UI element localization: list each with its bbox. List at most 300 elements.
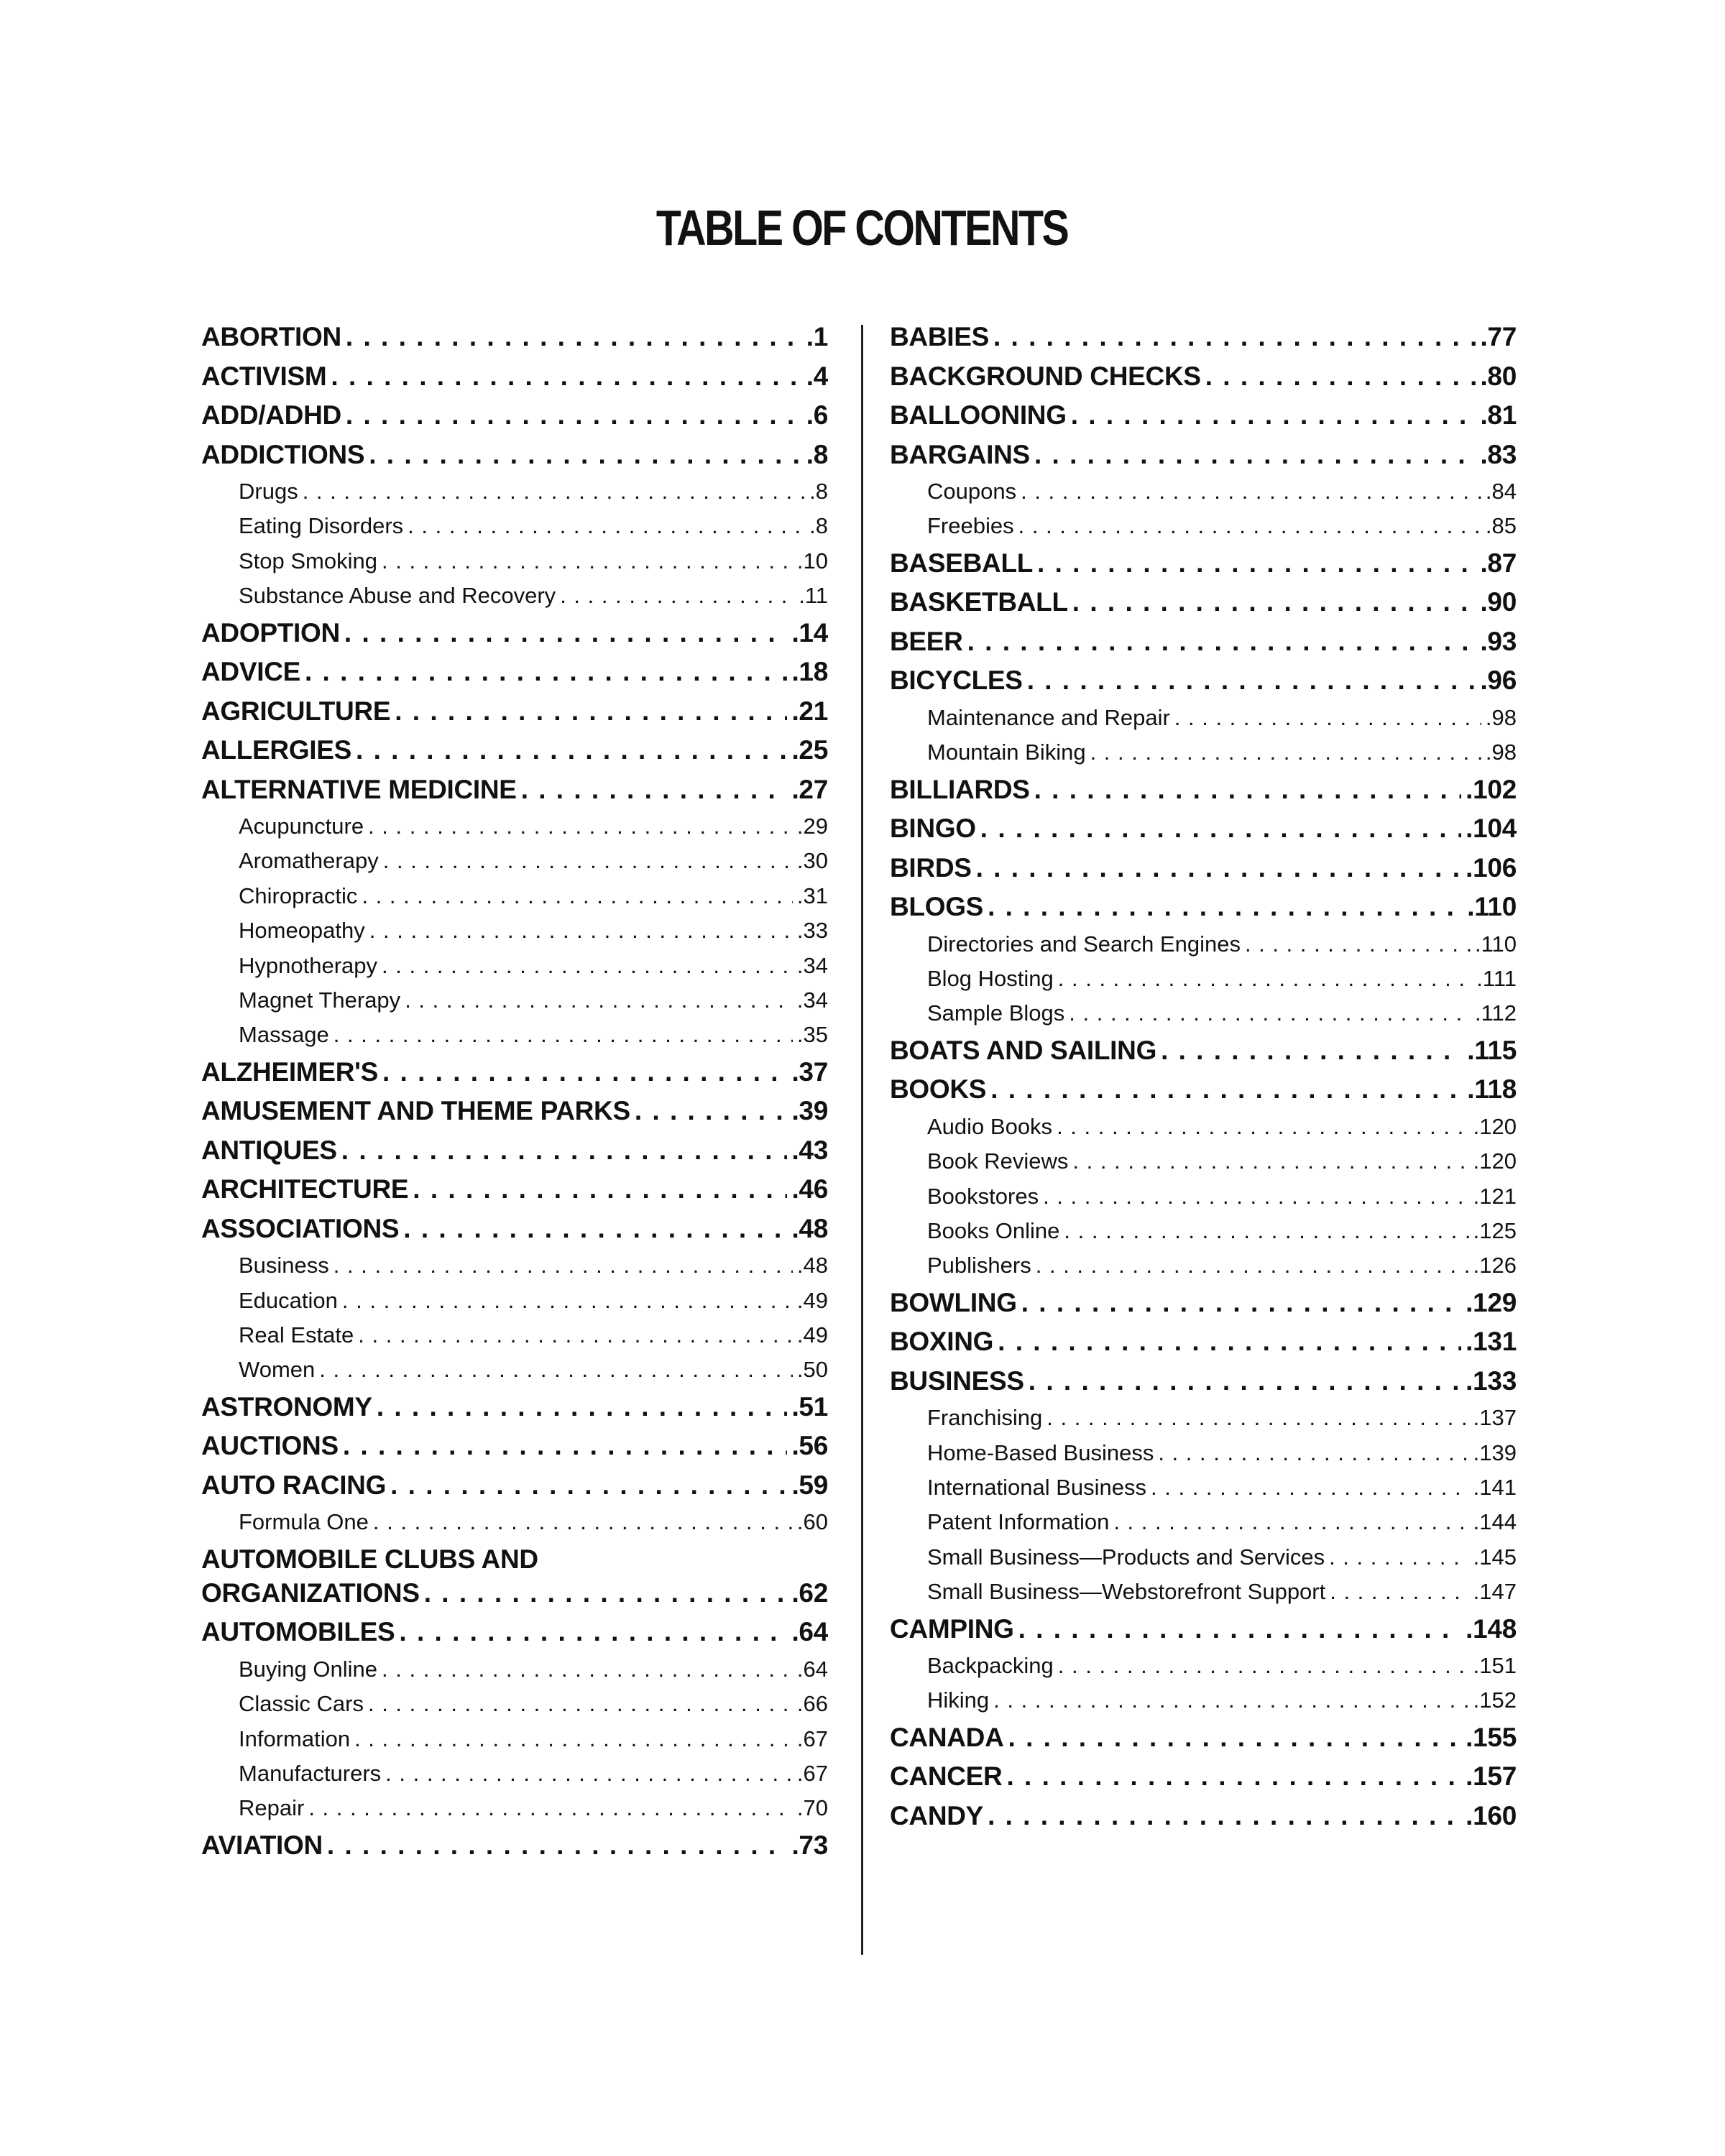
toc-subentry <box>201 848 828 883</box>
toc-entry-label: ADD/ADHD <box>201 400 341 430</box>
dot-leader <box>342 1288 793 1314</box>
toc-subentry <box>890 1114 1517 1148</box>
toc-page-number: .155 <box>1466 1722 1517 1752</box>
dot-leader <box>1058 966 1472 992</box>
toc-page-number: .67 <box>796 1760 828 1786</box>
toc-entry <box>890 853 1517 893</box>
dot-leader <box>1158 1440 1468 1466</box>
toc-entry-label: Acupuncture <box>239 814 364 839</box>
dot-leader <box>305 657 787 687</box>
toc-subentry <box>201 918 828 952</box>
toc-page-number: .62 <box>791 1577 828 1608</box>
toc-entry-label: BILLIARDS <box>890 774 1030 804</box>
dot-leader <box>998 1327 1461 1357</box>
toc-page-number: .64 <box>796 1656 828 1682</box>
dot-leader <box>395 696 787 727</box>
toc-page-number: .50 <box>796 1357 828 1383</box>
toc-entry-label: ASSOCIATIONS <box>201 1213 400 1243</box>
toc-page-number: .66 <box>796 1691 828 1717</box>
toc-page-number: .145 <box>1473 1544 1517 1570</box>
toc-entry-label: ADDICTIONS <box>201 439 365 469</box>
dot-leader <box>334 1022 793 1048</box>
toc-entry <box>201 657 828 696</box>
toc-entry-label: AUTOMOBILES <box>201 1617 395 1647</box>
toc-entry <box>890 892 1517 931</box>
toc-entry-label: BOATS AND SAILING <box>890 1035 1157 1065</box>
toc-entry-label: ANTIQUES <box>201 1135 337 1165</box>
toc-subentry <box>890 513 1517 548</box>
toc-entry-label: Education <box>239 1287 338 1313</box>
toc-entry-label: BLOGS <box>890 892 984 922</box>
toc-page-number: .21 <box>791 696 828 726</box>
toc-subentry <box>201 1322 828 1357</box>
toc-page-number: .120 <box>1473 1148 1517 1174</box>
dot-leader <box>1029 1366 1461 1396</box>
dot-leader <box>521 775 788 805</box>
toc-entry <box>890 1036 1517 1075</box>
toc-subentry <box>201 1509 828 1544</box>
dot-leader <box>346 400 802 430</box>
toc-subentry <box>201 1022 828 1056</box>
toc-page-number: .33 <box>796 918 828 944</box>
toc-entry-label: BIRDS <box>890 852 972 883</box>
toc-entry <box>890 814 1517 853</box>
toc-entry-label: Business <box>239 1253 329 1279</box>
toc-entry-label: Women <box>239 1357 316 1383</box>
toc-page-number: .64 <box>791 1617 828 1647</box>
toc-page-number: .148 <box>1466 1613 1517 1644</box>
toc-page-number: .141 <box>1473 1474 1517 1500</box>
toc-page-number: .131 <box>1466 1327 1517 1357</box>
toc-entry-label: Repair <box>239 1795 305 1821</box>
toc-entry <box>890 440 1517 479</box>
toc-entry-label: AUTO RACING <box>201 1470 387 1500</box>
toc-column-right <box>890 322 1517 1840</box>
toc-subentry <box>890 1405 1517 1439</box>
toc-entry-label: Freebies <box>927 513 1014 539</box>
toc-subentry <box>201 1726 828 1761</box>
toc-entry <box>201 440 828 479</box>
toc-subentry <box>201 1288 828 1322</box>
toc-page-number: .160 <box>1466 1800 1517 1830</box>
dot-leader <box>990 1074 1463 1105</box>
toc-page-number: .73 <box>791 1830 828 1860</box>
toc-page-number: .125 <box>1473 1217 1517 1243</box>
toc-entry-label: AGRICULTURE <box>201 696 391 726</box>
toc-entry-label: BEER <box>890 626 963 656</box>
toc-entry-label: Manufacturers <box>239 1760 382 1786</box>
dot-leader <box>1329 1544 1469 1570</box>
dot-leader <box>331 361 801 392</box>
toc-subentry <box>201 479 828 513</box>
toc-page-number: .4 <box>806 361 828 391</box>
dot-leader <box>1174 705 1481 731</box>
toc-entry-label: Substance Abuse and Recovery <box>239 583 556 609</box>
toc-entry <box>890 1327 1517 1366</box>
dot-leader <box>399 1617 787 1647</box>
toc-page-number: .27 <box>791 774 828 804</box>
toc-page-number: .102 <box>1466 774 1517 804</box>
toc-entry <box>890 548 1517 588</box>
dot-leader <box>373 1509 793 1535</box>
toc-entry <box>890 1366 1517 1406</box>
toc-page-number: .35 <box>796 1022 828 1048</box>
toc-entry-label: Small Business—Products and Services <box>927 1544 1325 1570</box>
toc-subentry <box>890 705 1517 740</box>
toc-entry-label: ALZHEIMER'S <box>201 1056 378 1087</box>
dot-leader <box>382 1057 787 1087</box>
toc-page-number: .6 <box>806 400 828 430</box>
dot-leader <box>383 848 793 874</box>
column-divider <box>861 325 863 1955</box>
dot-leader <box>1090 740 1481 765</box>
toc-subentry <box>890 1218 1517 1253</box>
toc-entry-label: Massage <box>239 1022 329 1048</box>
dot-leader <box>1072 587 1476 617</box>
toc-entry-label: Magnet Therapy <box>239 987 401 1013</box>
dot-leader <box>327 1830 788 1861</box>
toc-entry-label: Home-Based Business <box>927 1439 1154 1465</box>
toc-entry <box>201 1431 828 1470</box>
toc-subentry <box>890 1544 1517 1579</box>
dot-leader <box>408 513 805 539</box>
toc-entry <box>201 696 828 736</box>
toc-entry <box>201 1057 828 1097</box>
toc-entry-label: Small Business—Webstorefront Support <box>927 1579 1326 1605</box>
dot-leader <box>1113 1509 1468 1535</box>
toc-page-number: .129 <box>1466 1287 1517 1317</box>
toc-subentry <box>201 987 828 1022</box>
toc-entry-label: Information <box>239 1726 351 1751</box>
toc-subentry <box>201 1795 828 1830</box>
toc-page-number: .29 <box>796 814 828 839</box>
toc-entry-label: Chiropractic <box>239 883 358 908</box>
toc-page-number: .98 <box>1485 704 1517 730</box>
toc-page-number: .133 <box>1466 1365 1517 1396</box>
toc-entry <box>890 665 1517 705</box>
dot-leader <box>390 1470 787 1501</box>
dot-leader <box>413 1174 787 1204</box>
toc-entry-label: ALLERGIES <box>201 735 352 765</box>
toc-page-number: .120 <box>1473 1113 1517 1139</box>
dot-leader <box>560 583 794 609</box>
toc-page-number: .8 <box>809 479 828 504</box>
toc-subentry <box>890 1000 1517 1035</box>
dot-leader <box>385 1761 793 1787</box>
dot-leader <box>382 1657 793 1682</box>
dot-leader <box>369 918 793 944</box>
dot-leader <box>1072 1148 1468 1174</box>
dot-leader <box>993 1687 1469 1713</box>
toc-entry-label: Mountain Biking <box>927 740 1086 765</box>
toc-entry <box>201 1096 828 1135</box>
dot-leader <box>988 1801 1461 1831</box>
dot-leader <box>1037 548 1476 579</box>
dot-leader <box>334 1253 793 1279</box>
toc-subentry <box>890 1687 1517 1722</box>
toc-subentry <box>201 548 828 583</box>
dot-leader <box>1330 1579 1468 1605</box>
toc-entry-label: BACKGROUND CHECKS <box>890 361 1201 391</box>
toc-entry-label: BABIES <box>890 322 989 351</box>
toc-page-number: .96 <box>1480 665 1517 696</box>
toc-entry <box>201 1174 828 1214</box>
toc-page-number: .49 <box>796 1287 828 1313</box>
toc-page-number: .93 <box>1480 626 1517 656</box>
toc-entry-label: ORGANIZATIONS <box>201 1577 420 1608</box>
toc-entry-label: BUSINESS <box>890 1365 1024 1396</box>
toc-page-number: .37 <box>791 1056 828 1087</box>
dot-leader <box>1058 1653 1469 1679</box>
toc-entry-label: BALLOONING <box>890 400 1067 430</box>
toc-entry-label: Books Online <box>927 1217 1060 1243</box>
toc-page-number: .31 <box>796 883 828 908</box>
dot-leader <box>1008 1723 1462 1753</box>
toc-page-number: .118 <box>1467 1074 1517 1105</box>
toc-page-number: .51 <box>791 1391 828 1422</box>
toc-entry-label: CANDY <box>890 1800 984 1830</box>
toc-entry <box>890 1723 1517 1762</box>
dot-leader <box>1161 1036 1463 1066</box>
dot-leader <box>993 322 1476 352</box>
toc-page-number: .8 <box>806 439 828 469</box>
toc-page-number: .87 <box>1480 548 1517 578</box>
dot-leader <box>343 1431 788 1461</box>
toc-page-number: .144 <box>1473 1509 1517 1535</box>
toc-entry-label: Formula One <box>239 1509 369 1535</box>
toc-page-number: .49 <box>796 1322 828 1348</box>
toc-entry-label: AUTOMOBILE CLUBS AND <box>201 1544 538 1574</box>
toc-page-number: .25 <box>791 735 828 765</box>
toc-page-number: .48 <box>791 1213 828 1243</box>
toc-entry <box>201 1214 828 1253</box>
toc-page-number: .81 <box>1480 400 1517 430</box>
dot-leader <box>1046 1405 1468 1431</box>
toc-page-number: .70 <box>796 1795 828 1821</box>
toc-entry <box>201 1470 828 1510</box>
toc-entry-label: Homeopathy <box>239 918 365 944</box>
toc-entry-label: Hypnotherapy <box>239 952 378 978</box>
toc-page-number: .110 <box>1474 931 1517 957</box>
toc-entry-label: CANADA <box>890 1722 1004 1752</box>
toc-entry <box>890 361 1517 401</box>
toc-entry <box>201 361 828 401</box>
toc-subentry <box>201 1761 828 1795</box>
toc-entry-label: ADVICE <box>201 657 300 687</box>
toc-page-number: .46 <box>791 1174 828 1204</box>
toc-page-number: .104 <box>1466 814 1517 844</box>
toc-entry <box>890 400 1517 440</box>
dot-leader <box>1151 1475 1469 1501</box>
toc-entry-label: Bookstores <box>927 1183 1039 1209</box>
toc-page-number: .151 <box>1473 1653 1517 1679</box>
toc-page-number: .115 <box>1467 1035 1517 1065</box>
toc-entry <box>890 775 1517 814</box>
toc-subentry <box>201 1357 828 1391</box>
toc-subentry <box>201 1253 828 1287</box>
dot-leader <box>362 883 793 909</box>
toc-page-number: .157 <box>1466 1761 1517 1792</box>
toc-entry-label: Directories and Search Engines <box>927 931 1241 957</box>
toc-page-number: .126 <box>1473 1253 1517 1279</box>
dot-leader <box>344 618 788 648</box>
dot-leader <box>341 1135 788 1166</box>
dot-leader <box>980 814 1461 844</box>
dot-leader <box>377 1392 788 1422</box>
toc-page-number: .110 <box>1467 892 1517 922</box>
toc-page-number: .11 <box>799 583 828 609</box>
toc-page-number: .39 <box>791 1096 828 1126</box>
toc-subentry <box>201 1691 828 1726</box>
dot-leader <box>368 814 793 839</box>
dot-leader <box>319 1357 793 1383</box>
dot-leader <box>403 1214 787 1244</box>
toc-subentry <box>201 1657 828 1691</box>
dot-leader <box>967 627 1476 657</box>
dot-leader <box>1034 440 1476 470</box>
toc-entry-label: Franchising <box>927 1405 1043 1431</box>
toc-entry <box>890 1288 1517 1327</box>
dot-leader <box>635 1096 788 1126</box>
toc-entry-label: BASEBALL <box>890 548 1034 578</box>
dot-leader <box>1018 513 1481 539</box>
toc-entry-label: BOOKS <box>890 1074 987 1105</box>
toc-entry <box>201 1544 828 1578</box>
dot-leader <box>358 1322 793 1348</box>
toc-subentry <box>890 1509 1517 1544</box>
toc-entry-label: Classic Cars <box>239 1691 364 1717</box>
dot-leader <box>1006 1761 1461 1792</box>
dot-leader <box>368 1691 793 1717</box>
toc-entry-label: AUCTIONS <box>201 1431 339 1461</box>
dot-leader <box>1069 1000 1471 1026</box>
dot-leader <box>1064 1218 1468 1244</box>
toc-subentry <box>890 740 1517 774</box>
toc-page-number: .152 <box>1473 1687 1517 1713</box>
toc-page-number: .112 <box>1474 1000 1517 1026</box>
toc-page-number: .80 <box>1480 361 1517 391</box>
dot-leader <box>1021 1288 1461 1318</box>
dot-leader <box>382 548 793 574</box>
toc-entry-label: International Business <box>927 1474 1147 1500</box>
toc-page-number: .48 <box>796 1253 828 1279</box>
toc-page-number: .10 <box>796 548 828 573</box>
toc-page-number: .111 <box>1476 965 1517 991</box>
toc-entry-label: Maintenance and Repair <box>927 704 1170 730</box>
toc-entry-label: Book Reviews <box>927 1148 1069 1174</box>
toc-entry-label: ARCHITECTURE <box>201 1174 409 1204</box>
toc-entry-label: BICYCLES <box>890 665 1023 696</box>
toc-entry-label: BARGAINS <box>890 439 1030 469</box>
dot-leader <box>1036 1253 1469 1279</box>
toc-entry <box>201 322 828 361</box>
toc-subentry <box>890 966 1517 1000</box>
toc-entry-label: Patent Information <box>927 1509 1110 1535</box>
toc-entry <box>201 1617 828 1657</box>
dot-leader <box>346 322 802 352</box>
toc-subentry <box>890 1148 1517 1183</box>
toc-page-number: .121 <box>1473 1183 1517 1209</box>
dot-leader <box>1018 1614 1462 1644</box>
toc-subentry <box>890 479 1517 513</box>
toc-subentry <box>890 1653 1517 1687</box>
toc-entry-label: BINGO <box>890 814 976 844</box>
toc-page-number: .85 <box>1485 513 1517 539</box>
toc-entry-label: BASKETBALL <box>890 587 1068 617</box>
toc-entry <box>201 1830 828 1870</box>
toc-entry <box>890 1074 1517 1114</box>
toc-entry <box>201 618 828 658</box>
dot-leader <box>405 987 793 1013</box>
toc-page-number: .84 <box>1485 479 1517 504</box>
toc-entry-label: Coupons <box>927 479 1017 504</box>
toc-page-number: .43 <box>791 1135 828 1165</box>
toc-page-number: .30 <box>796 848 828 874</box>
dot-leader <box>1021 479 1481 505</box>
toc-page-number: .56 <box>791 1431 828 1461</box>
dot-leader <box>1057 1114 1469 1140</box>
toc-subentry <box>890 1579 1517 1613</box>
dot-leader <box>1245 931 1471 957</box>
toc-subentry <box>890 1440 1517 1475</box>
toc-entry-label: AVIATION <box>201 1830 323 1860</box>
toc-entry <box>890 627 1517 666</box>
toc-subentry <box>201 513 828 548</box>
dot-leader <box>988 892 1463 922</box>
toc-subentry <box>890 1184 1517 1218</box>
toc-subentry <box>201 883 828 918</box>
dot-leader <box>303 479 805 505</box>
toc-entry-label: Sample Blogs <box>927 1000 1065 1026</box>
toc-entry-label: ACTIVISM <box>201 361 327 391</box>
dot-leader <box>1043 1184 1469 1210</box>
toc-subentry <box>890 1475 1517 1509</box>
toc-entry-label: ABORTION <box>201 322 341 351</box>
toc-page-number: .34 <box>796 952 828 978</box>
toc-entry-label: BOXING <box>890 1327 994 1357</box>
dot-leader <box>1205 361 1476 392</box>
toc-entry <box>890 1761 1517 1801</box>
toc-page-number: .106 <box>1466 852 1517 883</box>
dot-leader <box>1027 665 1476 696</box>
toc-entry <box>201 775 828 814</box>
toc-page-number: .59 <box>791 1470 828 1500</box>
dot-leader <box>356 735 787 765</box>
toc-entry-label: CANCER <box>890 1761 1003 1792</box>
toc-entry <box>201 1578 828 1618</box>
page-title: TABLE OF CONTENTS <box>656 200 1068 256</box>
toc-page-number: .8 <box>809 513 828 539</box>
toc-entry <box>890 1801 1517 1841</box>
toc-entry-label: Buying Online <box>239 1656 378 1682</box>
toc-entry <box>201 1392 828 1432</box>
toc-page-number: .139 <box>1473 1439 1517 1465</box>
dot-leader <box>369 440 802 470</box>
toc-entry <box>201 1135 828 1175</box>
toc-entry-label: BOWLING <box>890 1287 1017 1317</box>
dot-leader <box>382 953 793 979</box>
toc-entry-label: ALTERNATIVE MEDICINE <box>201 774 517 804</box>
toc-entry-label: Backpacking <box>927 1653 1054 1679</box>
toc-page-number: .83 <box>1480 439 1517 469</box>
toc-page-number: .98 <box>1485 740 1517 765</box>
toc-entry-label: Aromatherapy <box>239 848 379 874</box>
toc-column-left <box>201 322 828 1869</box>
dot-leader <box>1034 775 1462 805</box>
toc-page-number: .18 <box>791 657 828 687</box>
toc-entry-label: Eating Disorders <box>239 513 404 539</box>
toc-page-number: .14 <box>791 617 828 648</box>
